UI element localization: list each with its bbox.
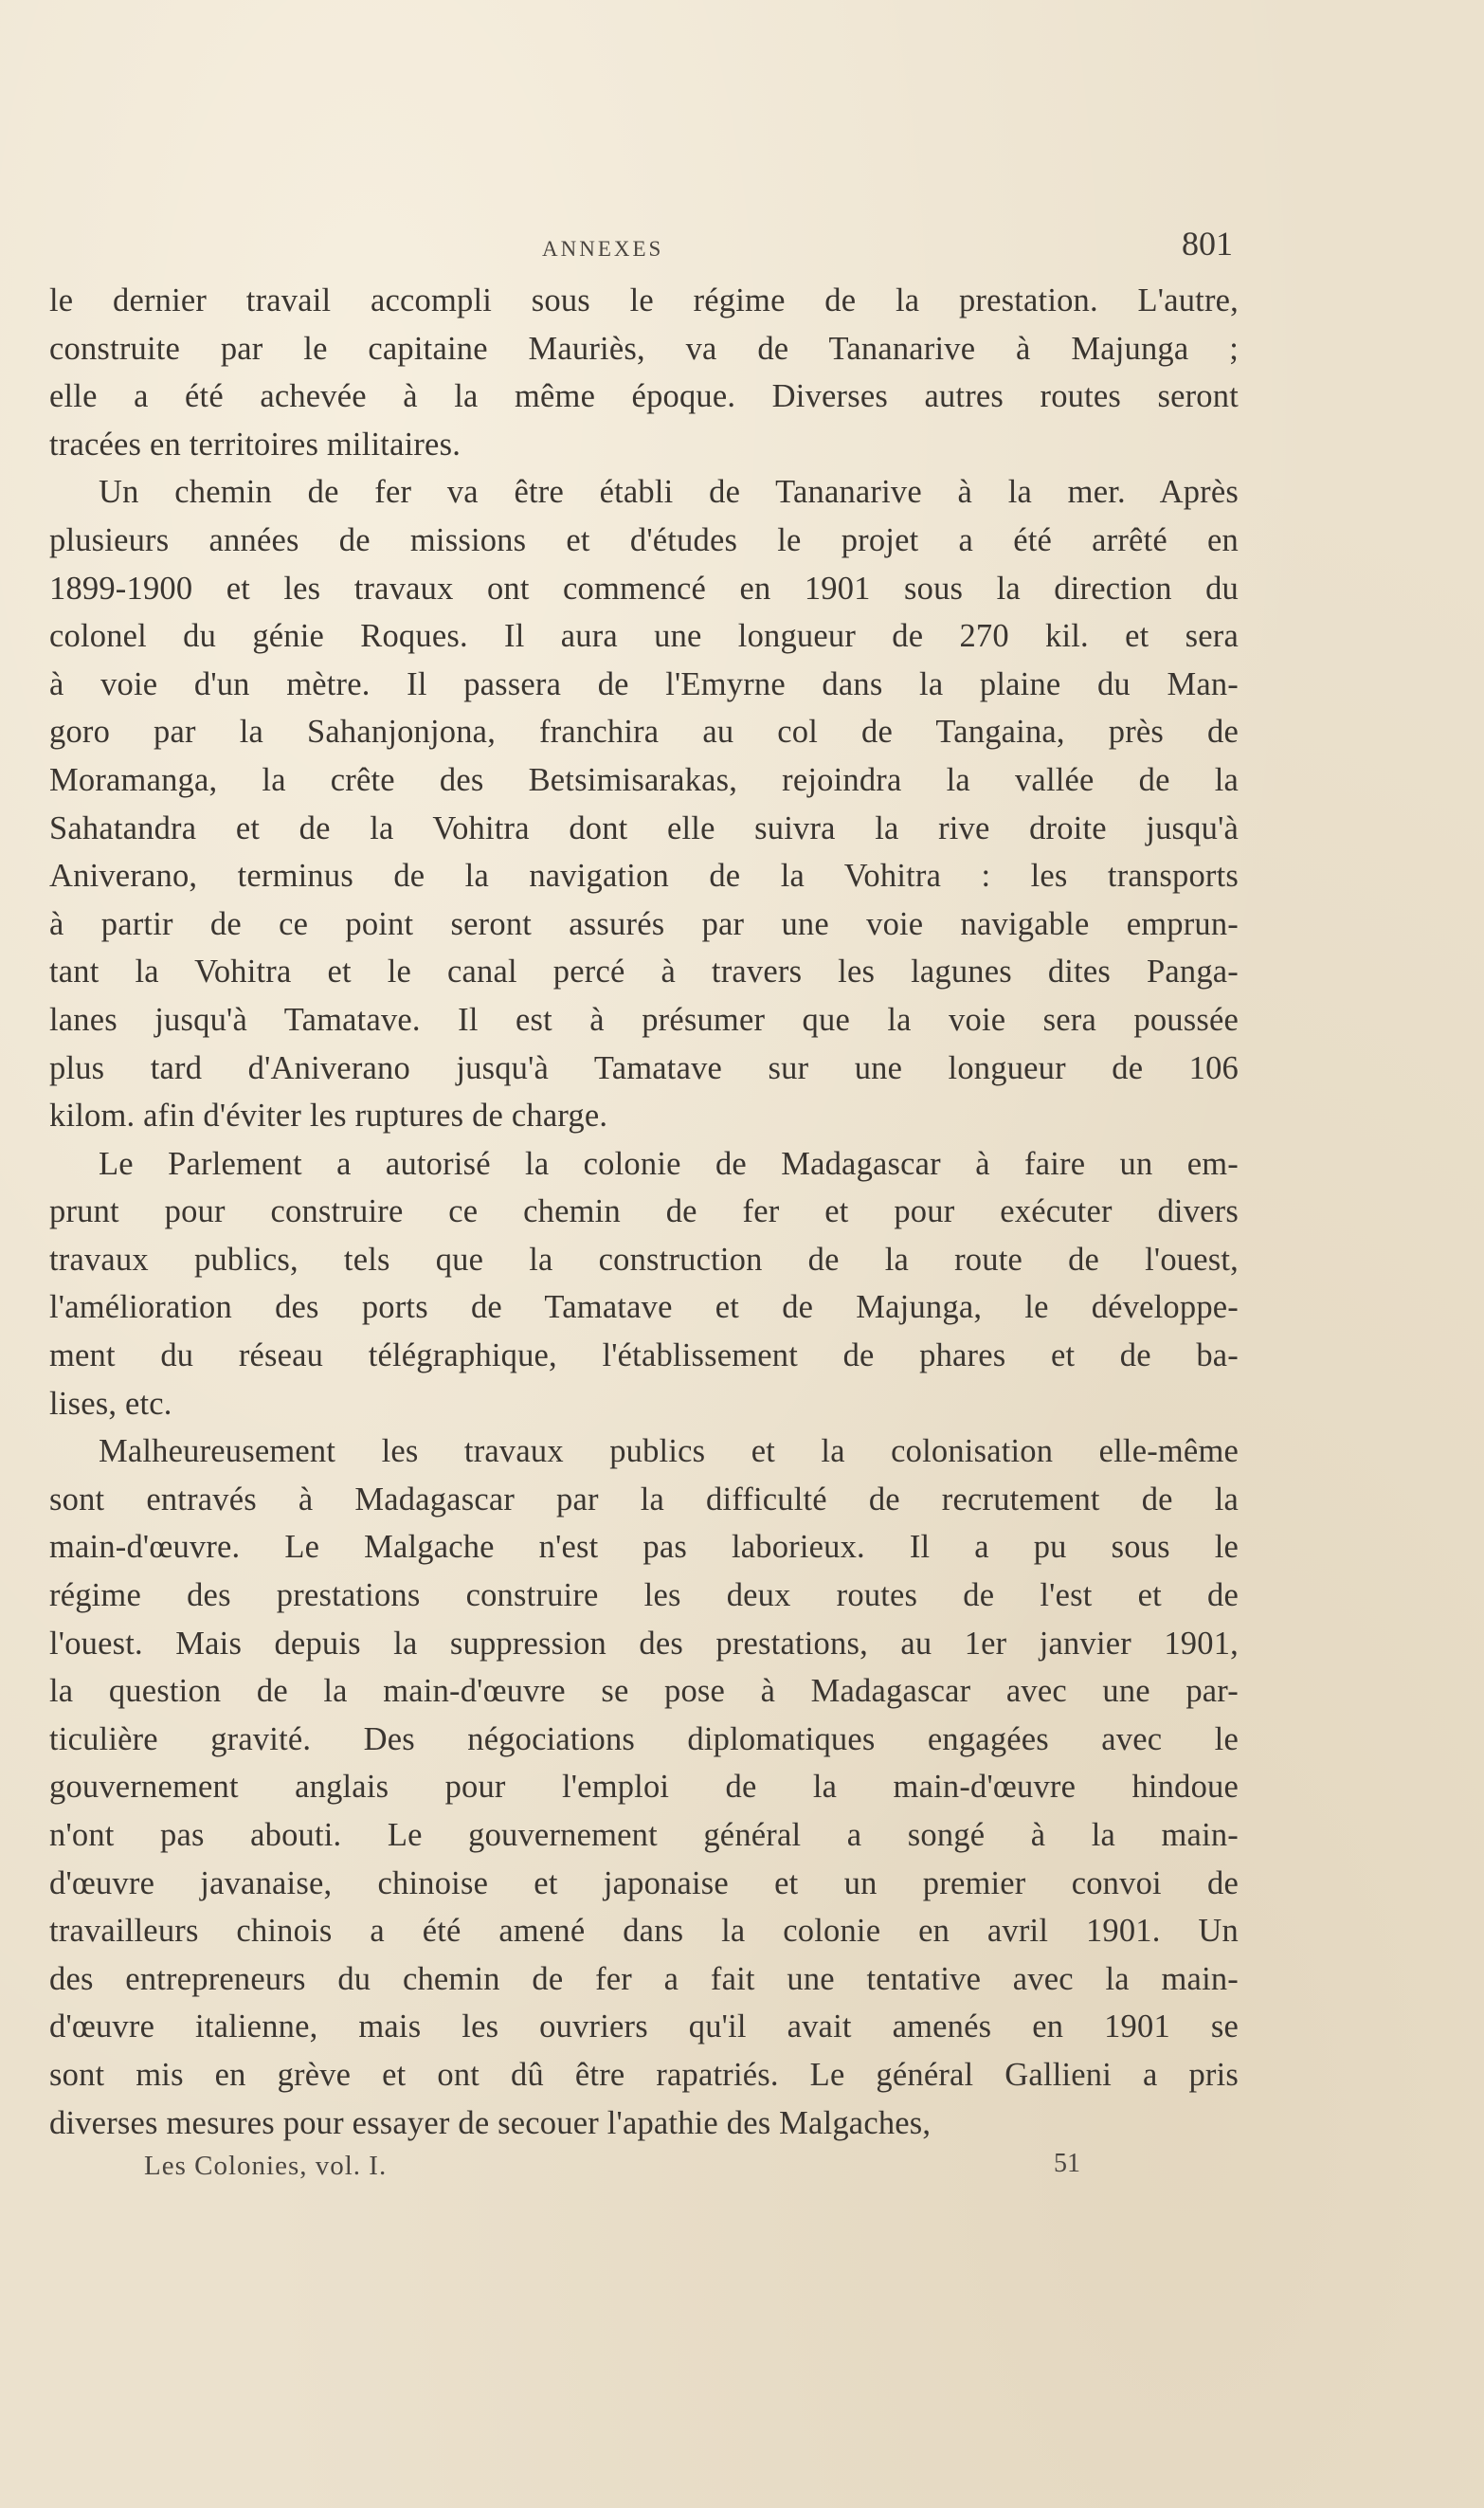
text-line: 1899-1900 et les travaux ont commencé en 1901 sous la direction du: [49, 570, 1239, 607]
text-line: ment du réseau télégraphique, l'établissement de phares et de ba-: [49, 1337, 1239, 1374]
text-line: n'ont pas abouti. Le gouvernement général a songé à la main-: [49, 1817, 1239, 1853]
text-line: elle a été achevée à la même époque. Diverses autres routes seront: [49, 378, 1239, 415]
text-line: des entrepreneurs du chemin de fer a fait une tentative avec la main-: [49, 1960, 1239, 1997]
text-block: [49, 218, 1239, 2204]
text-line: travailleurs chinois a été amené dans la colonie en avril 1901. Un: [49, 1913, 1239, 1950]
text-line: lanes jusqu'à Tamatave. Il est à présumer que la voie sera poussée: [49, 1001, 1239, 1038]
text-line: travaux publics, tels que la construction de la route de l'ouest,: [49, 1241, 1239, 1278]
text-line: la question de la main-d'œuvre se pose à Madagascar avec une par-: [49, 1673, 1239, 1710]
text-line: tracées en territoires militaires.: [49, 426, 461, 463]
text-line: main-d'œuvre. Le Malgache n'est pas laborieux. Il a pu sous le: [49, 1529, 1239, 1566]
page-number: 801: [1182, 225, 1233, 263]
text-line: tant la Vohitra et le canal percé à travers les lagunes dites Panga-: [49, 954, 1239, 990]
signature-text: Les Colonies, vol. I.: [144, 2151, 388, 2182]
paragraph: [49, 468, 1239, 1139]
text-line: l'ouest. Mais depuis la suppression des prestations, au 1er janvier 1901,: [49, 1625, 1239, 1662]
text-line: plus tard d'Aniverano jusqu'à Tamatave sur une longueur de 106: [49, 1049, 1239, 1086]
text-line: régime des prestations construire les deux routes de l'est et de: [49, 1577, 1239, 1614]
text-line: ticulière gravité. Des négociations diplomatiques engagées avec le: [49, 1720, 1239, 1757]
body-text: [49, 277, 1239, 2147]
text-line: Le Parlement a autorisé la colonie de Madagascar à faire un em-: [99, 1145, 1239, 1182]
paragraph: [49, 277, 1239, 468]
text-line: Un chemin de fer va être établi de Tananarive à la mer. Après: [99, 474, 1239, 511]
signature-mark: 51: [1054, 2149, 1080, 2179]
signature-line: [49, 2151, 1239, 2204]
text-line: plusieurs années de missions et d'études le projet a été arrêté en: [49, 521, 1239, 558]
running-head: [49, 218, 1239, 277]
running-title: ANNEXES: [542, 237, 664, 261]
text-line: d'œuvre italienne, mais les ouvriers qu'il avait amenés en 1901 se: [49, 2008, 1239, 2045]
text-line: Aniverano, terminus de la navigation de la Vohitra : les transports: [49, 858, 1239, 895]
text-line: gouvernement anglais pour l'emploi de la main-d'œuvre hindoue: [49, 1769, 1239, 1806]
text-line: colonel du génie Roques. Il aura une longueur de 270 kil. et sera: [49, 618, 1239, 655]
text-line: à partir de ce point seront assurés par une voie navigable emprun-: [49, 905, 1239, 942]
text-line: à voie d'un mètre. Il passera de l'Emyrne dans la plaine du Man-: [49, 665, 1239, 702]
text-line: lises, etc.: [49, 1385, 172, 1422]
text-line: diverses mesures pour essayer de secouer l'apathie des Malgaches,: [49, 2104, 932, 2141]
text-line: sont entravés à Madagascar par la difficulté de recrutement de la: [49, 1481, 1239, 1518]
text-line: Malheureusement les travaux publics et la colonisation elle-même: [99, 1433, 1239, 1470]
text-line: Moramanga, la crête des Betsimisarakas, rejoindra la vallée de la: [49, 761, 1239, 798]
paragraph: [49, 1140, 1239, 1428]
text-line: Sahatandra et de la Vohitra dont elle suivra la rive droite jusqu'à: [49, 809, 1239, 846]
text-line: le dernier travail accompli sous le régime de la prestation. L'autre,: [49, 282, 1239, 318]
text-line: d'œuvre javanaise, chinoise et japonaise et un premier convoi de: [49, 1864, 1239, 1901]
text-line: kilom. afin d'éviter les ruptures de charge.: [49, 1098, 608, 1135]
text-line: goro par la Sahanjonjona, franchira au col de Tangaina, près de: [49, 714, 1239, 751]
text-line: sont mis en grève et ont dû être rapatriés. Le général Gallieni a pris: [49, 2056, 1239, 2093]
text-line: l'amélioration des ports de Tamatave et de Majunga, le développe-: [49, 1289, 1239, 1326]
paragraph: [49, 1427, 1239, 2147]
text-line: construite par le capitaine Mauriès, va de Tananarive à Majunga ;: [49, 330, 1239, 367]
text-line: prunt pour construire ce chemin de fer et pour exécuter divers: [49, 1193, 1239, 1230]
